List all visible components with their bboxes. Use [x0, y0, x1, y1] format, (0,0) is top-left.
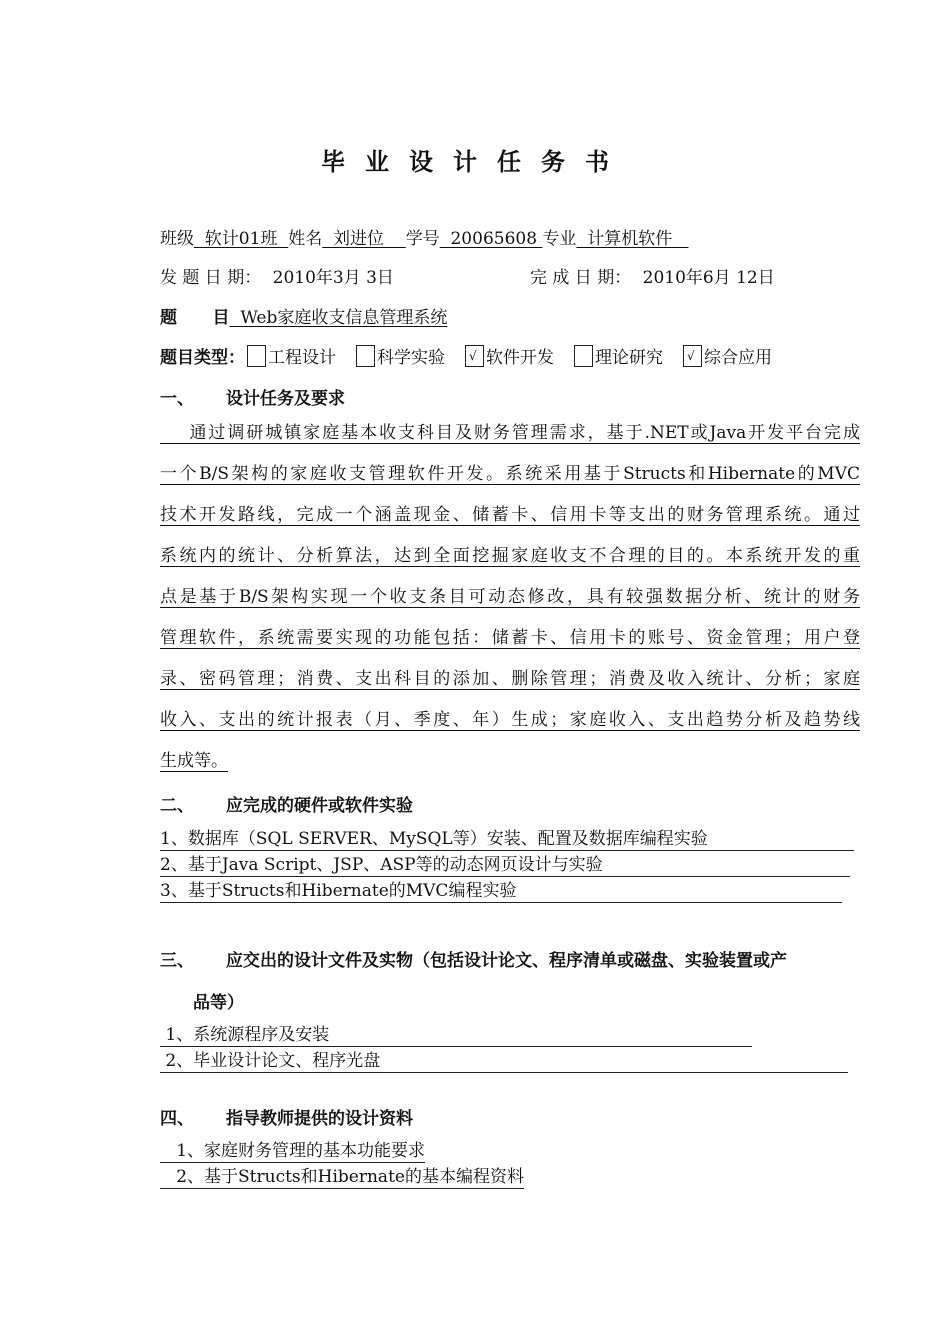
section-1-heading	[160, 384, 345, 409]
checkbox-software-development[interactable]	[465, 345, 484, 367]
check-mark-icon: √	[687, 349, 695, 363]
complete-date-value: 2010年6月 12日	[642, 268, 775, 288]
paragraph-line: 点是基于B/S架构实现一个收支条目可动态修改，具有较强数据分析、统计的财务	[160, 587, 860, 607]
checkbox-engineering-design[interactable]	[247, 345, 266, 367]
issue-date-label: 发 题 日 期：	[160, 268, 262, 288]
list-item: 2、基于Structs和Hibernate的基本编程资料	[160, 1167, 524, 1187]
class-label: 班级	[160, 229, 194, 249]
section-1-paragraph	[160, 418, 860, 787]
section-2-heading	[160, 791, 413, 816]
section-2-title: 应完成的硬件或软件实验	[226, 796, 413, 816]
issue-date-row	[160, 263, 394, 288]
list-item: 2、基于Java Script、JSP、ASP等的动态网页设计与实验	[160, 854, 850, 877]
option-label-software-development: 软件开发	[486, 348, 554, 368]
paragraph-line: 通过调研城镇家庭基本收支科目及财务管理需求，基于.NET或Java开发平台完成	[160, 423, 860, 443]
issue-date-value: 2010年3月 3日	[272, 268, 394, 288]
checkbox-scientific-experiment[interactable]	[356, 345, 375, 367]
section-2-number: 二、	[160, 796, 194, 816]
check-mark-icon: √	[469, 349, 477, 363]
topic-value: Web家庭收支信息管理系统	[229, 308, 448, 328]
topic-label: 题 目	[160, 308, 230, 328]
section-4-number: 四、	[160, 1109, 194, 1129]
section-3-heading	[160, 946, 787, 971]
student-id-value: 20065608	[439, 229, 543, 249]
paragraph-line: 收入、支出的统计报表（月、季度、年）生成；家庭收入、支出趋势分析及趋势线	[160, 710, 860, 730]
name-label: 姓名	[288, 229, 323, 249]
section-1-number: 一、	[160, 389, 194, 409]
major-value: 计算机软件	[576, 229, 689, 249]
section-4-heading	[160, 1104, 413, 1129]
list-item: 1、系统源程序及安装	[160, 1024, 752, 1047]
name-value: 刘进位	[322, 229, 406, 249]
paragraph-line: 管理软件，系统需要实现的功能包括：储蓄卡、信用卡的账号、资金管理；用户登	[160, 628, 860, 648]
paragraph-line: 录、密码管理；消费、支出科目的添加、删除管理；消费及收入统计、分析；家庭	[160, 669, 860, 689]
list-item: 2、毕业设计论文、程序光盘	[160, 1050, 848, 1073]
paragraph-line: 系统内的统计、分析算法，达到全面挖掘家庭收支不合理的目的。本系统开发的重	[160, 546, 860, 566]
checkbox-comprehensive-application[interactable]	[683, 345, 702, 367]
paragraph-line: 技术开发路线，完成一个涵盖现金、储蓄卡、信用卡等支出的财务管理系统。通过	[160, 505, 860, 525]
document-title: 毕业设计任务书	[321, 148, 629, 176]
section-3-heading-continued: 品等）	[193, 993, 244, 1013]
topic-row	[160, 303, 447, 328]
section-3-title: 应交出的设计文件及实物（包括设计论文、程序清单或磁盘、实验装置或产	[226, 951, 787, 971]
topic-type-colon: ：	[228, 348, 245, 368]
class-value: 软计01班	[194, 229, 289, 249]
major-label: 专业	[542, 229, 577, 249]
complete-date-label: 完 成 日 期：	[530, 268, 632, 288]
student-id-label: 学号	[405, 229, 440, 249]
complete-date-row	[530, 263, 775, 288]
option-label-theoretical-research: 理论研究	[595, 348, 663, 368]
list-item: 3、基于Structs和Hibernate的MVC编程实验	[160, 880, 842, 903]
topic-type-label: 题目类型	[160, 348, 228, 368]
option-label-scientific-experiment: 科学实验	[377, 348, 445, 368]
paragraph-line: 一个B/S架构的家庭收支管理软件开发。系统采用基于Structs和Hibernate的MVC	[160, 464, 860, 484]
section-1-title: 设计任务及要求	[226, 389, 345, 409]
option-label-comprehensive-application: 综合应用	[704, 348, 772, 368]
section-4-title: 指导教师提供的设计资料	[226, 1109, 413, 1129]
topic-type-row	[160, 343, 772, 368]
checkbox-theoretical-research[interactable]	[574, 345, 593, 367]
paragraph-line: 生成等。	[160, 751, 228, 771]
option-label-engineering-design: 工程设计	[268, 348, 336, 368]
list-item: 1、数据库（SQL SERVER、MySQL等）安装、配置及数据库编程实验	[160, 828, 854, 851]
list-item: 1、家庭财务管理的基本功能要求	[160, 1141, 426, 1161]
section-3-number: 三、	[160, 951, 194, 971]
student-info-row	[160, 224, 688, 249]
